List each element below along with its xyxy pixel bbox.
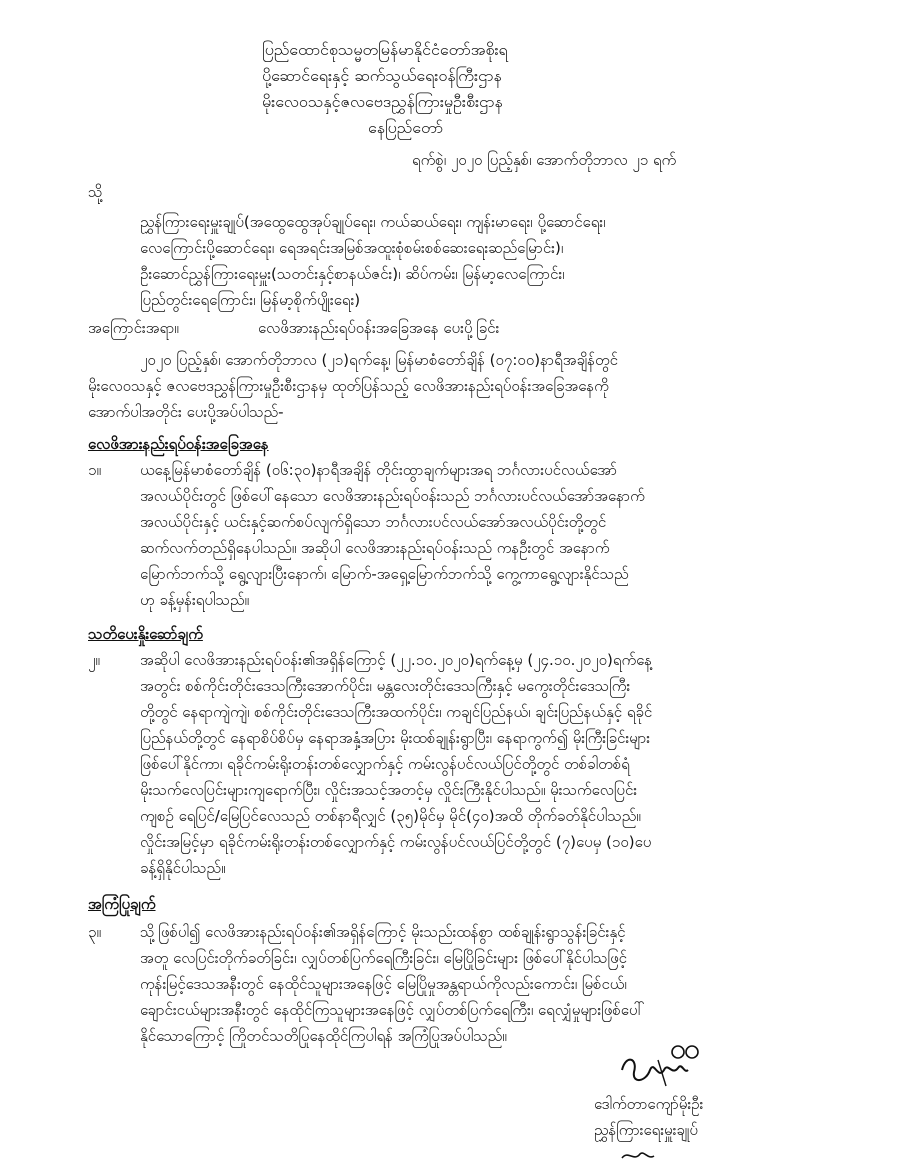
to-label: သို့ [88,183,103,201]
signatory-name: ဒေါက်တာကျော်မိုးဦး [594,1095,704,1113]
paragraph-number: ၂။ [88,651,100,669]
paragraph-line: ချောင်းငယ်များအနီးတွင် နေထိုင်ကြသူများအနေဖြင့် လျှပ်တစ်ပြက်ရေကြီး၊ ရေလျှံမှုများဖြစ်ပေါ် [140,1001,645,1019]
ministry-heading: ပို့ဆောင်ရေးနှင့် ဆက်သွယ်ရေးဝန်ကြီးဌာန [262,66,502,85]
recipient-line: ညွှန်ကြားရေးမှူးချုပ်(အထွေထွေအုပ်ချုပ်ရေး၊ ကယ်ဆယ်ရေး၊ ကျန်းမာရေး၊ ပို့ဆောင်ရေး၊ [140,213,606,231]
subject-text: လေဖိအားနည်းရပ်ဝန်းအခြေအနေ ပေးပို့ခြင်း [258,319,500,337]
paragraph-line: ဖြစ်ပေါ်နိုင်ကာ၊ ရခိုင်ကမ်းရိုးတန်းတစ်လျှောက်နှင့် ကမ်းလွန်ပင်လယ်ပြင်တို့တွင် တစ်ခါတစ်ရံ [140,755,630,773]
department-heading: မိုးလေဝသနှင့်ဇလဗေဒညွှန်ကြားမှုဦးစီးဌာန [262,92,503,111]
intro-line: အောက်ပါအတိုင်း ပေးပို့အပ်ပါသည်- [88,403,284,421]
paragraph-line: ဆက်လက်တည်ရှိနေပါသည်။ အဆိုပါ လေဖိအားနည်းရပ်ဝန်းသည် ကနဦးတွင် အနောက် [140,539,610,557]
section-heading-warning: သတိပေးနှိုးဆော်ချက် [88,625,203,643]
section-heading-advice: အကြံပြုချက် [88,895,156,913]
paragraph-line: ကျစဉ် ရေပြင်/မြေပြင်လေသည် တစ်နာရီလျှင် (၃၅)မိုင်မှ မိုင်(၄၀)အထိ တိုက်ခတ်နိုင်ပါသည်။ [140,807,641,825]
recipient-line: ဦးဆောင်ညွှန်ကြားရေးမှူး(သတင်းနှင့်စာနယ်ဇင်း)၊ ဆိပ်ကမ်း၊ မြန်မာ့လေကြောင်း၊ [140,265,565,283]
recipient-line: လေကြောင်းပို့ဆောင်ရေး၊ ရေအရင်းအမြစ်အထူးစုံစမ်းစစ်ဆေးရေးဆည်မြောင်း)၊ [140,239,564,257]
initial-mark [618,1146,658,1166]
city-heading: နေပြည်တော် [368,118,444,137]
paragraph-line: နိုင်သောကြောင့် ကြိုတင်သတိပြုနေထိုင်ကြပါရန် အကြံပြုအပ်ပါသည်။ [140,1027,507,1045]
letter-date: ရက်စွဲ၊ ၂၀၂၀ ပြည့်နှစ်၊ အောက်တိုဘာလ ၂၁ ရက် [412,151,677,169]
paragraph-line: ကုန်းမြင့်ဒေသအနီးတွင် နေထိုင်သူများအနေဖြင့် မြေပြိုမှုအန္တရာယ်ကိုလည်းကောင်း၊ မြစ်ငယ်၊ [140,975,627,993]
paragraph-line: မိုးသက်လေပြင်းများကျရောက်ပြီး၊ လှိုင်းအသင့်အတင့်မှ လှိုင်းကြီးနိုင်ပါသည်။ မိုးသက်လေပြင်း [140,781,638,799]
handwritten-signature [618,1040,708,1092]
paragraph-line: တို့တွင် နေရာကျဲကျဲ၊ စစ်ကိုင်းတိုင်းဒေသကြီးအထက်ပိုင်း၊ ကချင်ပြည်နယ်၊ ချင်းပြည်နယ်နှင့် ရခိုင် [140,703,653,721]
government-heading: ပြည်ထောင်စုသမ္မတမြန်မာနိုင်ငံတော်အစိုးရ [262,40,508,59]
paragraph-line: မြောက်ဘက်သို့ ရွေ့လျားပြီးနောက်၊ မြောက်-အရှေ့မြောက်ဘက်သို့ ကွေ့ကာရွေ့လျားနိုင်သည် [140,565,629,583]
subject-label: အကြောင်းအရာ။ [88,319,179,337]
paragraph-line: သို့ဖြစ်ပါ၍ လေဖိအားနည်းရပ်ဝန်း၏အရှိန်ကြောင့် မိုးသည်းထန်စွာ ထစ်ချုန်းရွာသွန်းခြင်းနှင့် [140,923,626,941]
paragraph-number: ၃။ [88,923,101,941]
paragraph-line: ယနေ့မြန်မာစံတော်ချိန် (၀၆:၃၀)နာရီအချိန် တိုင်းထွာချက်များအရ ဘင်္ဂလားပင်လယ်အော် [140,461,618,479]
intro-line: မိုးလေဝသနှင့် ဇလဗေဒညွှန်ကြားမှုဦးစီးဌာနမှ ထုတ်ပြန်သည့် လေဖိအားနည်းရပ်ဝန်းအခြေအနေကို [88,377,609,395]
paragraph-line: ပြည်နယ်တို့တွင် နေရာစိပ်စိပ်မှ နေရာအနှံ့အပြား မိုးထစ်ချုန်းရွာပြီး၊ နေရာကွက်၍ မိုးကြီးခြင်းများ [140,729,651,747]
paragraph-number: ၁။ [88,461,101,479]
signatory-title: ညွှန်ကြားရေးမှူးချုပ် [594,1121,698,1139]
recipient-line: ပြည်တွင်းရေကြောင်း၊ မြန်မာ့စိုက်ပျိုးရေး) [140,291,361,309]
paragraph-line: အဆိုပါ လေဖိအားနည်းရပ်ဝန်း၏အရှိန်ကြောင့် (၂၂.၁၀.၂၀၂၀)ရက်နေ့မှ (၂၄.၁၀.၂၀၂၀)ရက်နေ့ [140,651,653,669]
paragraph-line: အလယ်ပိုင်းတွင် ဖြစ်ပေါ်နေသော လေဖိအားနည်းရပ်ဝန်းသည် ဘင်္ဂလားပင်လယ်အော်အနောက် [140,487,645,505]
paragraph-line: အလယ်ပိုင်းနှင့် ယင်းနှင့်ဆက်စပ်လျက်ရှိသော ဘင်္ဂလားပင်လယ်အော်အလယ်ပိုင်းတို့တွင် [140,513,607,531]
paragraph-line: ဟု ခန့်မှန်းရပါသည်။ [140,591,250,609]
intro-line: ၂၀၂၀ ပြည့်နှစ်၊ အောက်တိုဘာလ (၂၁)ရက်နေ့၊ မြန်မာစံတော်ချိန် (၀၇:၀၀)နာရီအချိန်တွင် [140,351,618,369]
section-heading-situation: လေဖိအားနည်းရပ်ဝန်းအခြေအနေ [88,435,269,453]
paragraph-line: ခန့်ရှိနိုင်ပါသည်။ [140,859,226,877]
paragraph-line: အတူ လေပြင်းတိုက်ခတ်ခြင်း၊ လျှပ်တစ်ပြက်ရေကြီးခြင်း၊ မြေပြိုခြင်းများ ဖြစ်ပေါ်နိုင်ပါသဖြင့် [140,949,627,967]
paragraph-line: အတွင်း စစ်ကိုင်းတိုင်းဒေသကြီးအောက်ပိုင်း၊ မန္တလေးတိုင်းဒေသကြီးနှင့် မကွေးတိုင်းဒေသကြီး [140,677,631,695]
paragraph-line: လှိုင်းအမြင့်မှာ ရခိုင်ကမ်းရိုးတန်းတစ်လျှောက်နှင့် ကမ်းလွန်ပင်လယ်ပြင်တို့တွင် (၇)ပေမှ (၁၀)ပေ [140,833,652,851]
